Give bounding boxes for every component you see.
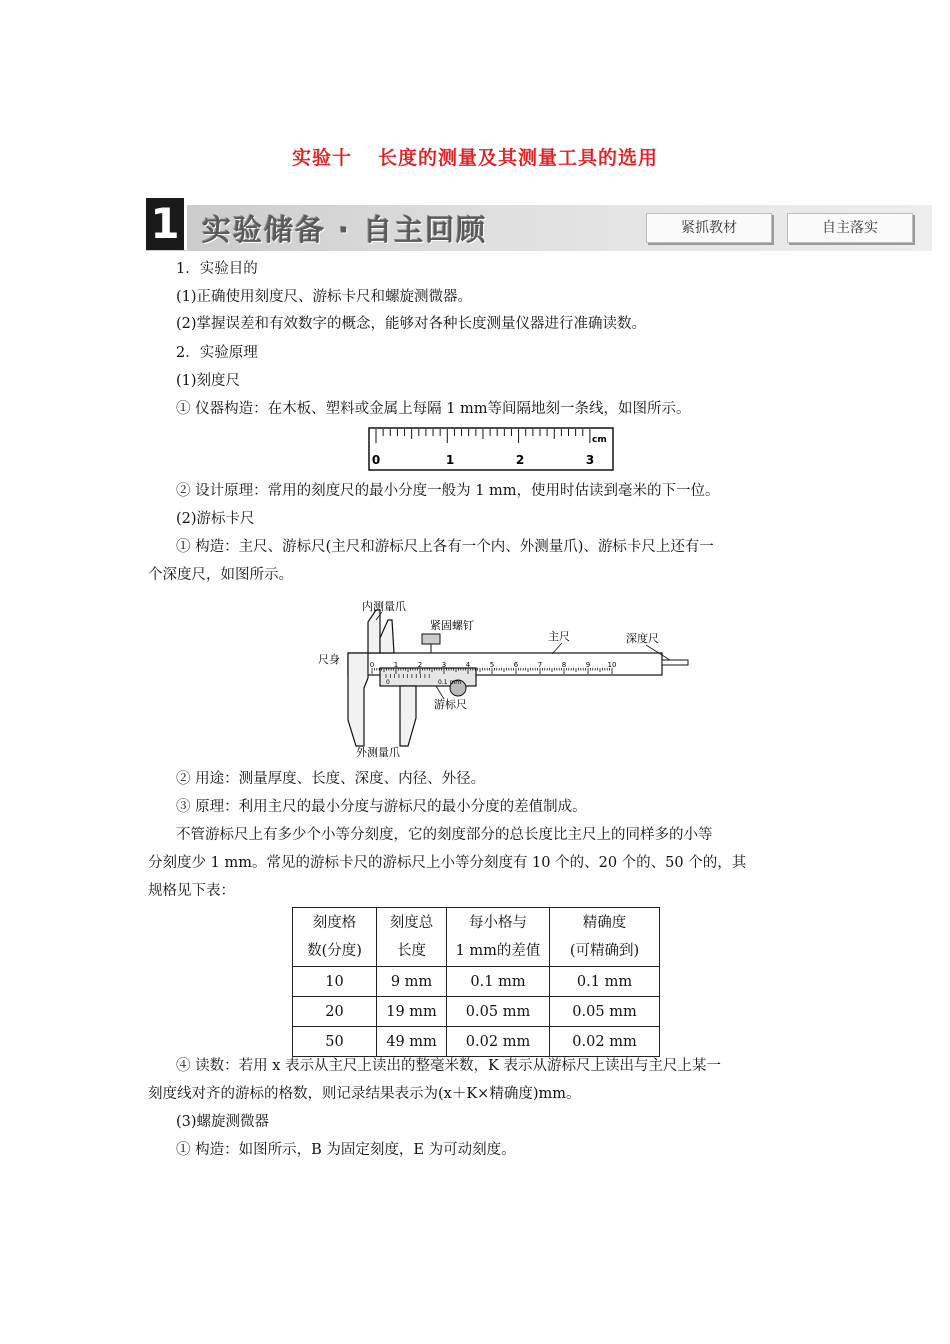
table-header-cell: 刻度格 数(分度) [293, 908, 377, 967]
heading-ruler: (1)刻度尺 [176, 373, 241, 389]
table-row [293, 967, 660, 997]
para-reading-2: 刻度线对齐的游标的格数，则记录结果表示为(x＋K×精确度)mm。 [148, 1086, 581, 1102]
tag-self-practice[interactable]: 自主落实 [787, 213, 913, 243]
table-cell: 0.02 mm [447, 1027, 550, 1057]
ruler-label-2: 2 [515, 453, 525, 467]
caliper-scale-6: 6 [513, 661, 519, 669]
label-vernier: 游标尺 [434, 698, 467, 711]
table-header-row [293, 908, 660, 967]
table-cell: 0.05 mm [550, 997, 660, 1027]
caliper-scale-8: 8 [561, 661, 567, 669]
table-cell: 0.1 mm [550, 967, 660, 997]
table-cell: 20 [293, 997, 377, 1027]
table-cell: 0.1 mm [447, 967, 550, 997]
table-cell: 0.02 mm [550, 1027, 660, 1057]
para-caliper-principle: ③ 原理：利用主尺的最小分度与游标尺的最小分度的差值制成。 [176, 799, 587, 815]
section-heading: 实验储备 · 自主回顾 [202, 213, 488, 247]
para-vernier-explain-1: 不管游标尺上有多少个小等分刻度，它的刻度部分的总长度比主尺上的同样多的小等 [176, 827, 713, 843]
page-title [0, 143, 950, 170]
caliper-scale-2: 2 [417, 661, 423, 669]
vernier-label-precision: 0.1 mm [438, 679, 462, 686]
table-cell: 50 [293, 1027, 377, 1057]
table-cell: 9 mm [377, 967, 447, 997]
para-ruler-principle: ② 设计原理：常用的刻度尺的最小分度一般为 1 mm，使用时估读到毫米的下一位。 [176, 483, 720, 499]
table-cell: 10 [293, 967, 377, 997]
tag-textbook[interactable]: 紧抓教材 [646, 213, 772, 243]
para-ruler-construction: ① 仪器构造：在木板、塑料或金属上每隔 1 mm等间隔地刻一条线，如图所示。 [176, 401, 691, 417]
label-body: 尺身 [318, 653, 340, 666]
label-inner-jaw: 内测量爪 [362, 600, 406, 613]
caliper-scale-3: 3 [441, 661, 447, 669]
para-vernier-explain-2: 分刻度少 1 mm。常见的游标卡尺的游标尺上小等分刻度有 10 个的、20 个的、50 个的，其 [148, 855, 747, 871]
label-main-scale: 主尺 [548, 630, 570, 643]
table-cell: 19 mm [377, 997, 447, 1027]
table-header-cell: 刻度总 长度 [377, 908, 447, 967]
ruler-figure [368, 427, 614, 471]
table-header-cell: 精确度 (可精确到) [550, 908, 660, 967]
table-cell: 0.05 mm [447, 997, 550, 1027]
caliper-scale-5: 5 [489, 661, 495, 669]
caliper-figure [316, 598, 696, 760]
heading-micrometer: (3)螺旋测微器 [176, 1114, 270, 1130]
para-reading-1: ④ 读数：若用 x 表示从主尺上读出的整毫米数，K 表示从游标尺上读出与主尺上某一 [176, 1058, 721, 1074]
caliper-scale-7: 7 [537, 661, 543, 669]
label-locking-screw: 紧固螺钉 [430, 619, 474, 632]
ruler-label-3: 3 [585, 453, 595, 467]
ruler-label-1: 1 [445, 453, 455, 467]
label-depth-rod: 深度尺 [626, 632, 659, 645]
spec-table [292, 907, 660, 1057]
caliper-scale-0: 0 [369, 661, 375, 669]
heading-caliper: (2)游标卡尺 [176, 511, 255, 527]
section-number-badge: 1 [146, 198, 187, 250]
para-micrometer-construction: ① 构造：如图所示，B 为固定刻度，E 为可动刻度。 [176, 1142, 516, 1158]
table-row [293, 997, 660, 1027]
table-row [293, 1027, 660, 1057]
para-purpose-1: (1)正确使用刻度尺、游标卡尺和螺旋测微器。 [176, 289, 473, 305]
para-caliper-use: ② 用途：测量厚度、长度、深度、内径、外径。 [176, 771, 486, 787]
ruler-label-0: 0 [371, 453, 381, 467]
caliper-scale-1: 1 [393, 661, 399, 669]
ruler-unit: cm [592, 435, 607, 445]
para-caliper-construction-1: ① 构造：主尺、游标尺(主尺和游标尺上各有一个内、外测量爪)、游标卡尺上还有一 [176, 539, 714, 555]
label-outer-jaw: 外测量爪 [356, 746, 400, 759]
table-cell: 49 mm [377, 1027, 447, 1057]
caliper-scale-9: 9 [585, 661, 591, 669]
heading-purpose: 1．实验目的 [176, 261, 258, 277]
para-vernier-explain-3: 规格见下表： [148, 883, 235, 899]
title-part1: 实验十 [291, 147, 352, 169]
vernier-label-0: 0 [386, 679, 390, 686]
para-caliper-construction-2: 个深度尺，如图所示。 [148, 567, 293, 583]
title-part2: 长度的测量及其测量工具的选用 [378, 147, 659, 169]
table-header-cell: 每小格与 1 mm的差值 [447, 908, 550, 967]
caliper-scale-10: 10 [607, 661, 617, 669]
heading-principle: 2．实验原理 [176, 345, 258, 361]
para-purpose-2: (2)掌握误差和有效数字的概念，能够对各种长度测量仪器进行准确读数。 [176, 316, 647, 332]
caliper-scale-4: 4 [465, 661, 471, 669]
